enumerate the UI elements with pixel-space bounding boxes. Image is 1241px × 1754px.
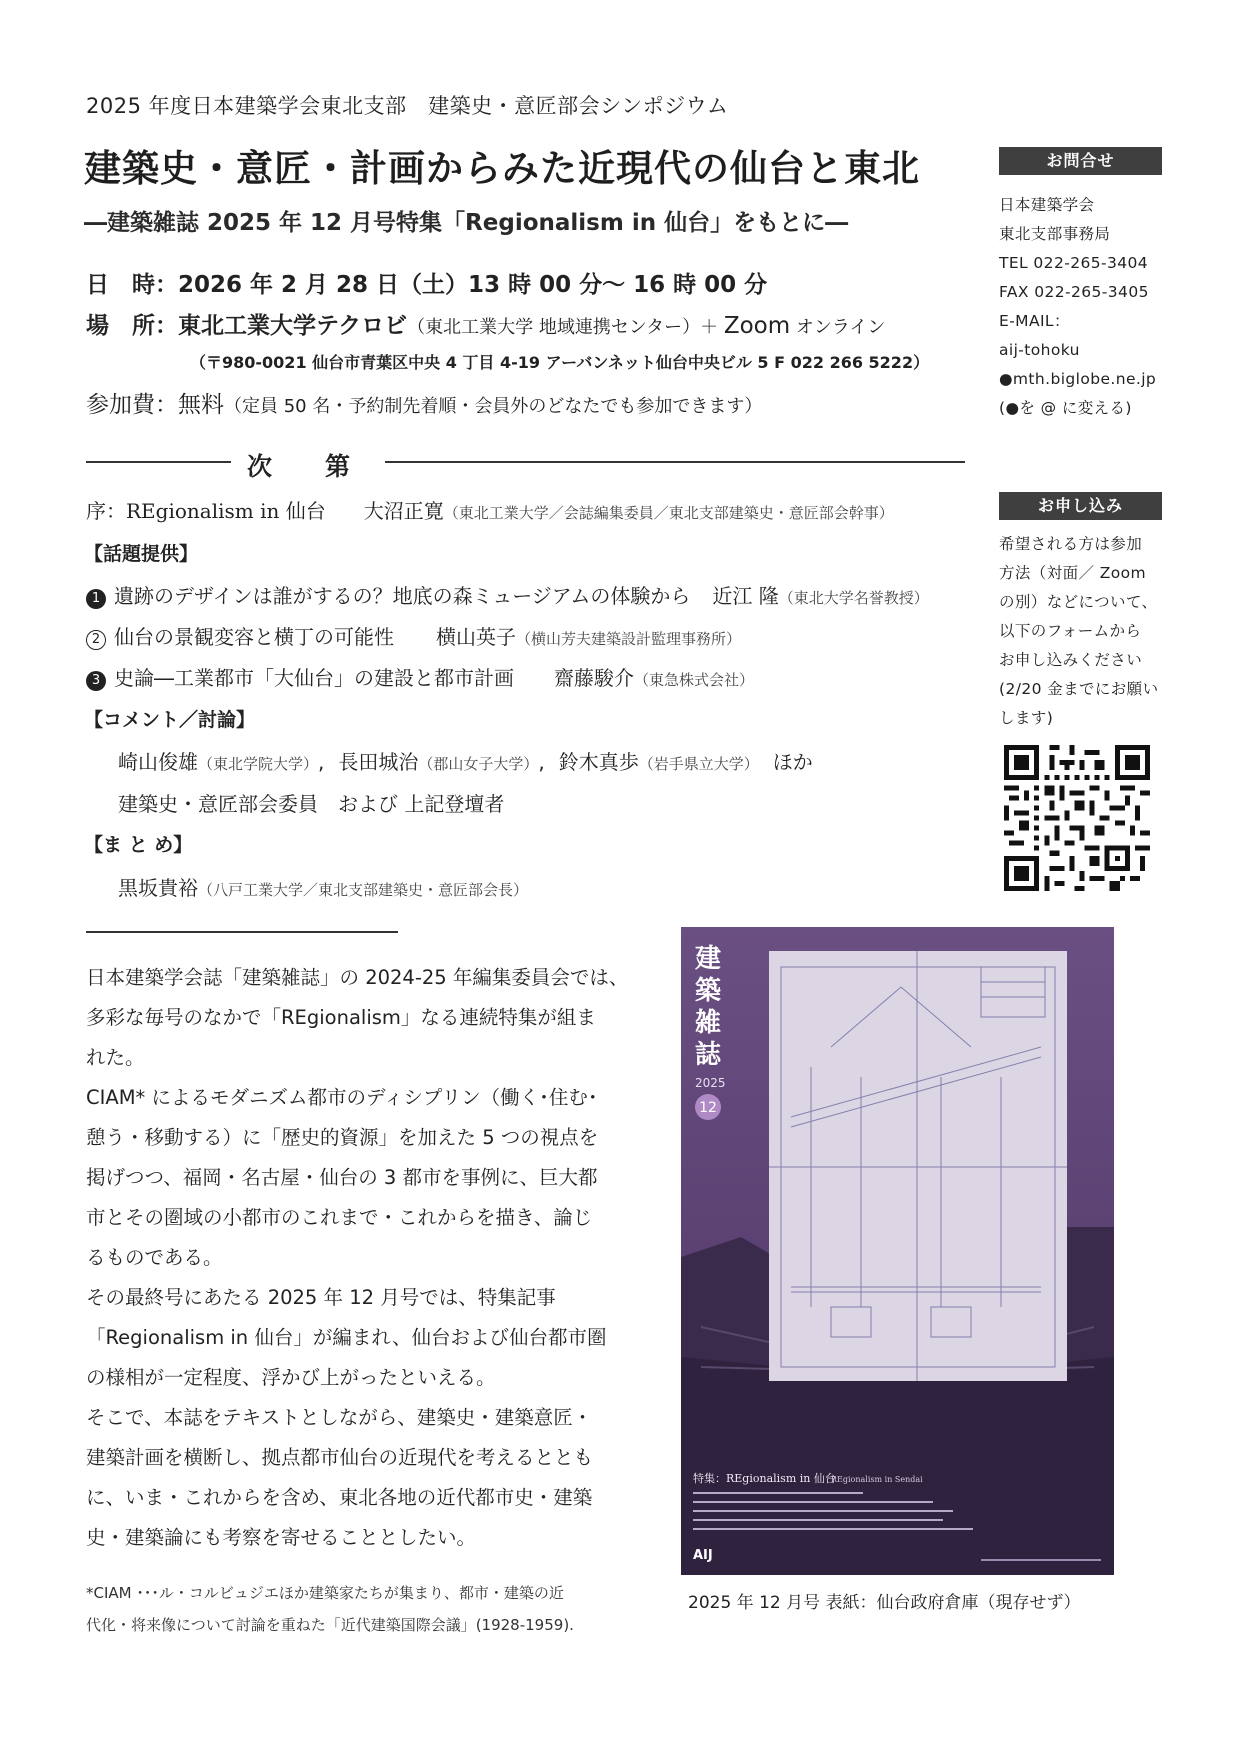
summary-affil: （八戸工業大学／東北支部建築史・意匠部会長）: [198, 881, 529, 899]
cover-year: 2025: [695, 1076, 726, 1090]
cover-title-char: 築: [695, 976, 722, 1006]
comment-line2: 建築史・意匠部会委員 および 上記登壇者: [118, 792, 505, 816]
apply-info: [999, 530, 1158, 733]
topic-number: 2: [86, 630, 106, 650]
magazine-cover: [681, 927, 1114, 1575]
body-line: 掲げつつ、福岡・名古屋・仙台の 3 都市を事例に、巨大都: [86, 1166, 598, 1189]
summary-speaker: 黒坂貴裕: [118, 876, 198, 900]
fee-note: （定員 50 名・予約制先着順・会員外のどなたでも参加できます）: [224, 396, 763, 417]
apply-line: お申し込みください: [999, 651, 1143, 669]
cover-title-char: 雑: [695, 1008, 722, 1038]
apply-line: 希望される方は参加: [999, 535, 1143, 553]
fee-label: 参加費：無料: [86, 392, 224, 418]
contact-line: E-MAIL：: [999, 312, 1070, 330]
contact-heading: お問合せ: [999, 147, 1162, 175]
page-title: 建築史・意匠・計画からみた近現代の仙台と東北: [84, 147, 920, 190]
place-value: 東北工業大学テクロビ: [178, 313, 408, 339]
opening-affil: （東北工業大学／会誌編集委員／東北支部建築史・意匠部会幹事）: [443, 504, 894, 522]
summary-row: [118, 872, 528, 901]
contact-line: ●mth.biglobe.ne.jp: [999, 370, 1157, 388]
program-opening: [86, 495, 894, 524]
place-note: （東北工業大学 地域連携センター）＋: [407, 317, 724, 338]
topic-speaker: 齋藤駿介: [554, 666, 634, 690]
qr-code[interactable]: [1004, 745, 1150, 891]
date-label: 日 時：: [86, 272, 178, 298]
contact-line: aij-tohoku: [999, 341, 1080, 359]
commenter-affil: （岩手県立大学）: [638, 755, 759, 773]
topic-number: 3: [86, 671, 106, 691]
program-rule-right: [385, 461, 965, 463]
body-line: 市とその圏域の小都市のこれまで・これからを描き、論じ: [86, 1206, 593, 1229]
apply-heading: お申し込み: [999, 492, 1162, 520]
page-subtitle: ―建築雑誌 2025 年 12 月号特集「Regionalism in 仙台」をもとに―: [84, 210, 849, 236]
program-heading: 次 第: [247, 452, 365, 481]
fee-row: [86, 386, 762, 419]
topic-affil: （横山芳夫建築設計監理事務所）: [516, 630, 742, 648]
commenter-name: 長田城治: [338, 750, 419, 774]
contact-line: TEL 022-265-3404: [999, 254, 1149, 272]
body-line: 憩う・移動する）に「歴史的資源」を加えた 5 つの視点を: [86, 1126, 599, 1149]
apply-line: の別）などについて、: [999, 593, 1158, 611]
footnote-line: *CIAM ･･･ル・コルビュジエほか建築家たちが集まり、都市・建築の近: [86, 1584, 564, 1602]
body-line: るものである。: [86, 1246, 223, 1269]
cover-feature: 特集：REgionalism in 仙台: [693, 1472, 836, 1485]
body-paragraphs: [86, 958, 646, 1558]
commenters-tail: ほか: [772, 750, 813, 774]
body-line: れた。: [86, 1046, 145, 1069]
body-line: 建築計画を横断し、拠点都市仙台の近現代を考えるととも: [86, 1446, 594, 1469]
cover-logo: AIJ: [693, 1548, 713, 1563]
body-line: の様相が一定程度、浮かび上がったといえる。: [86, 1366, 496, 1389]
event-kicker: 2025 年度日本建築学会東北支部 建築史・意匠部会シンポジウム: [86, 94, 729, 118]
venue-address: （〒980-0021 仙台市青葉区中央 4 丁目 4-19 アーバンネット仙台中央ビル 5 F 022 266 5222）: [190, 353, 930, 372]
topic-affil: （東急株式会社）: [634, 671, 755, 689]
commenter-name: 崎山俊雄: [118, 750, 198, 774]
comment-heading: 【コメント／討論】: [84, 709, 256, 731]
topic-affil: （東北大学名誉教授）: [778, 589, 929, 607]
body-line: 日本建築学会誌「建築雑誌」の 2024-25 年編集委員会では、: [86, 966, 629, 989]
commenter-affil: （東北学院大学）: [198, 755, 319, 773]
body-line: 多彩な毎号のなかで「REgionalism」なる連続特集が組ま: [86, 1006, 596, 1029]
summary-heading: 【ま と め】: [84, 834, 193, 856]
body-line: CIAM* によるモダニズム都市のディシプリン（働く･住む･: [86, 1086, 598, 1109]
topic-number: 1: [86, 589, 106, 609]
cover-caption: 2025 年 12 月号 表紙：仙台政府倉庫（現存せず）: [688, 1593, 1081, 1613]
cover-issue: 12: [699, 1100, 717, 1116]
topic-speaker: 近江 隆: [712, 584, 779, 608]
footnote-line: 代化・将来像について討論を重ねた「近代建築国際会議」(1928-1959).: [86, 1616, 574, 1634]
cover-feature-en: REgionalism in Sendai: [831, 1475, 923, 1484]
commenter-affil: （郡山女子大学）: [418, 755, 539, 773]
date-value: 2026 年 2 月 28 日（土）13 時 00 分～ 16 時 00 分: [178, 272, 768, 298]
apply-line: 以下のフォームから: [999, 622, 1142, 640]
body-line: そこで、本誌をテキストとしながら、建築史・建築意匠・: [86, 1406, 593, 1429]
body-line: その最終号にあたる 2025 年 12 月号では、特集記事: [86, 1286, 556, 1309]
topic-2: [86, 621, 741, 650]
topic-1: [86, 580, 929, 609]
apply-line: 方法（対面／ Zoom: [999, 564, 1147, 582]
cover-title-char: 建: [695, 944, 722, 974]
cover-illustration: [681, 927, 1114, 1575]
place-row: [86, 307, 885, 340]
topic-speaker: 横山英子: [436, 625, 516, 649]
apply-line: (2/20 金までにお願い: [999, 680, 1159, 698]
place-online: オンライン: [790, 317, 886, 338]
contact-line: 東北支部事務局: [999, 225, 1111, 243]
body-line: 「Regionalism in 仙台」が編まれ、仙台および仙台都市圏: [86, 1326, 607, 1349]
commenter-sep: ,: [318, 750, 325, 774]
contact-line: FAX 022-265-3405: [999, 283, 1149, 301]
contact-line: (●を @ に変える): [999, 399, 1132, 417]
commenter-sep: ,: [538, 750, 545, 774]
body-line: 史・建築論にも考察を寄せることとしたい。: [86, 1526, 477, 1549]
cover-title-char: 誌: [695, 1040, 722, 1070]
contact-info: [999, 191, 1156, 423]
date-row: [86, 266, 767, 299]
place-label: 場 所：: [86, 313, 178, 339]
topic-title: 遺跡のデザインは誰がするの？地底の森ミュージアムの体験から: [114, 584, 691, 608]
opening-speaker: 大沼正寛: [363, 499, 444, 523]
commenters-row: [118, 746, 813, 775]
topic-3: [86, 662, 754, 691]
topic-title: 仙台の景観変容と横丁の可能性: [114, 625, 394, 649]
apply-line: します): [999, 709, 1054, 727]
body-rule: [86, 931, 398, 933]
opening-label: 序：REgionalism in 仙台: [86, 499, 326, 523]
program-rule-left: [86, 461, 231, 463]
commenter-name: 鈴木真歩: [558, 750, 639, 774]
place-zoom: Zoom: [723, 313, 791, 339]
topic-title: 史論―工業都市「大仙台」の建設と都市計画: [114, 666, 514, 690]
contact-line: 日本建築学会: [999, 196, 1095, 214]
body-line: に、いま・これからを含め、東北各地の近代都市史・建築: [86, 1486, 593, 1509]
topics-heading: 【話題提供】: [84, 543, 199, 565]
